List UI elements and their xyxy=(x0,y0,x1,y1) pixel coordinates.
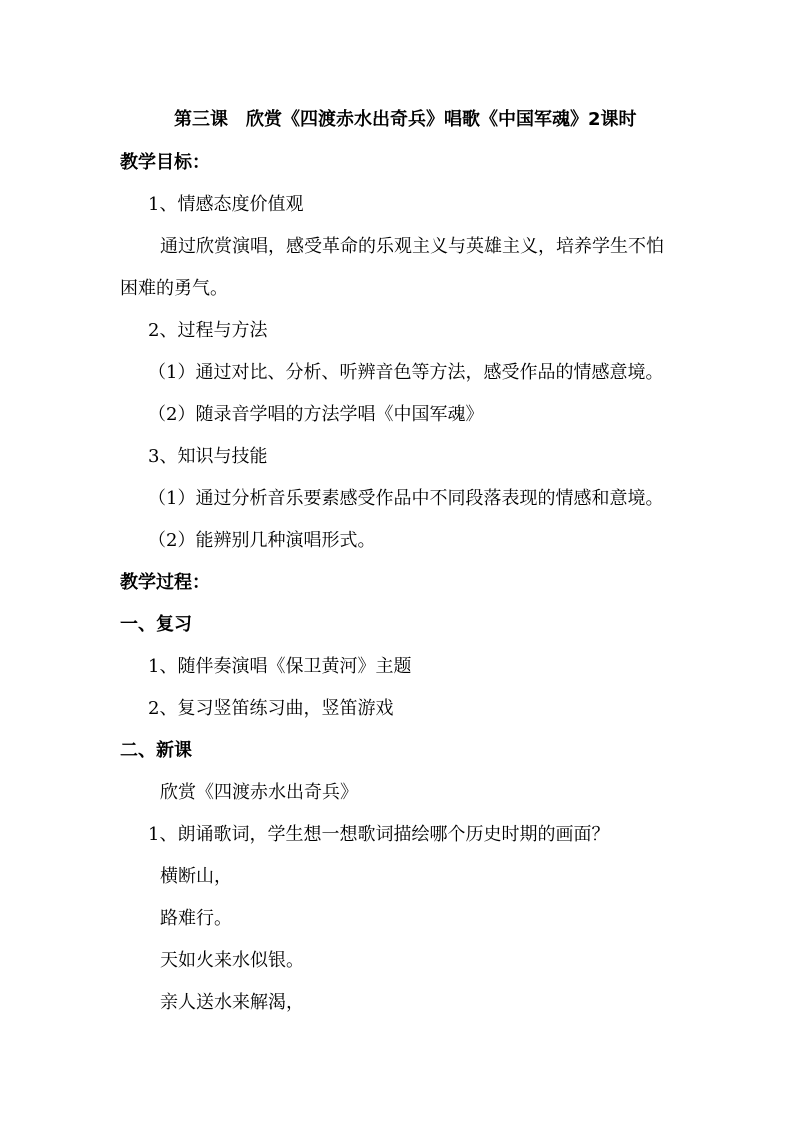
review-item-1: 1、随伴奏演唱《保卫黄河》主题 xyxy=(148,656,412,677)
objective-item-1-text-b: 困难的勇气。 xyxy=(120,278,228,299)
lyric-line: 天如火来水似银。 xyxy=(160,950,304,971)
objective-item-3-sub-1: （1）通过分析音乐要素感受作品中不同段落表现的情感和意境。 xyxy=(148,488,664,509)
review-heading: 一、复习 xyxy=(120,614,192,635)
objective-item-1-text-a: 通过欣赏演唱，感受革命的乐观主义与英雄主义，培养学生不怕 xyxy=(160,236,664,257)
new-lesson-heading: 二、新课 xyxy=(120,740,192,761)
objective-item-2-sub-1: （1）通过对比、分析、听辨音色等方法，感受作品的情感意境。 xyxy=(148,362,664,383)
lyric-line: 路难行。 xyxy=(160,908,232,929)
new-lesson-item-1: 1、朗诵歌词，学生想一想歌词描绘哪个历史时期的画面？ xyxy=(148,824,610,845)
objective-item-3: 3、知识与技能 xyxy=(148,446,268,467)
objective-item-3-sub-2: （2）能辨别几种演唱形式。 xyxy=(148,530,376,551)
review-item-2: 2、复习竖笛练习曲，竖笛游戏 xyxy=(148,698,394,719)
objective-item-2-sub-2: （2）随录音学唱的方法学唱《中国军魂》 xyxy=(148,404,484,425)
objective-item-2: 2、过程与方法 xyxy=(148,320,268,341)
page-title: 第三课 欣赏《四渡赤水出奇兵》唱歌《中国军魂》2课时 xyxy=(174,109,637,130)
new-lesson-appreciate: 欣赏《四渡赤水出奇兵》 xyxy=(160,782,358,803)
objectives-heading: 教学目标： xyxy=(120,152,210,173)
objective-item-1: 1、情感态度价值观 xyxy=(148,194,304,215)
lyric-line: 横断山， xyxy=(160,866,232,887)
process-heading: 教学过程： xyxy=(120,572,210,593)
lyric-line: 亲人送水来解渴， xyxy=(160,992,304,1013)
